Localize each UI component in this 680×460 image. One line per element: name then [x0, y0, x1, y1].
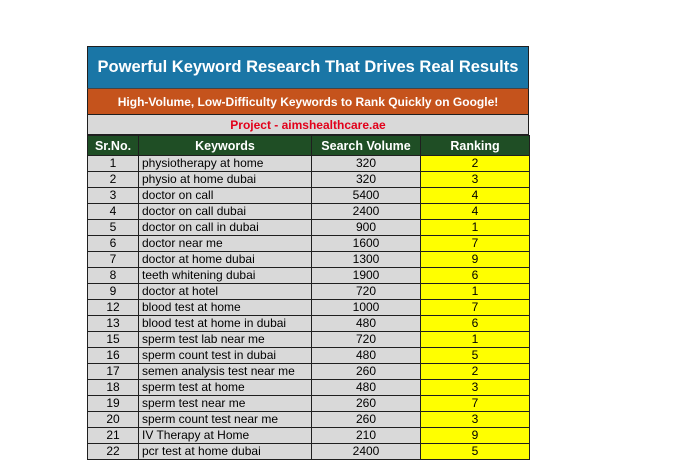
search-volume-cell: 260	[312, 412, 421, 428]
serial-number-cell: 13	[88, 316, 139, 332]
keyword-cell: sperm test lab near me	[139, 332, 312, 348]
serial-number-cell: 6	[88, 236, 139, 252]
table-row	[88, 236, 530, 252]
search-volume-cell: 320	[312, 172, 421, 188]
table-row	[88, 188, 530, 204]
search-volume-cell: 2400	[312, 204, 421, 220]
ranking-cell: 7	[421, 396, 530, 412]
search-volume-cell: 210	[312, 428, 421, 444]
serial-number-cell: 2	[88, 172, 139, 188]
serial-number-cell: 9	[88, 284, 139, 300]
table-row	[88, 444, 530, 460]
report-subtitle: High-Volume, Low-Difficulty Keywords to Rank Quickly on Google!	[87, 88, 529, 115]
keyword-cell: pcr test at home dubai	[139, 444, 312, 460]
serial-number-cell: 17	[88, 364, 139, 380]
keyword-cell: sperm test near me	[139, 396, 312, 412]
serial-number-cell: 18	[88, 380, 139, 396]
table-row	[88, 220, 530, 236]
serial-number-cell: 21	[88, 428, 139, 444]
serial-number-cell: 4	[88, 204, 139, 220]
keyword-cell: IV Therapy at Home	[139, 428, 312, 444]
search-volume-cell: 480	[312, 348, 421, 364]
search-volume-cell: 1900	[312, 268, 421, 284]
keyword-cell: doctor at home dubai	[139, 252, 312, 268]
serial-number-cell: 22	[88, 444, 139, 460]
keyword-cell: teeth whitening dubai	[139, 268, 312, 284]
search-volume-cell: 900	[312, 220, 421, 236]
ranking-cell: 9	[421, 428, 530, 444]
search-volume-cell: 1000	[312, 300, 421, 316]
search-volume-cell: 480	[312, 380, 421, 396]
table-row	[88, 428, 530, 444]
keyword-cell: physio at home dubai	[139, 172, 312, 188]
table-row	[88, 204, 530, 220]
table-row	[88, 396, 530, 412]
search-volume-cell: 5400	[312, 188, 421, 204]
serial-number-cell: 1	[88, 156, 139, 172]
serial-number-cell: 19	[88, 396, 139, 412]
keyword-cell: semen analysis test near me	[139, 364, 312, 380]
column-header-search-volume: Search Volume	[312, 136, 421, 156]
table-header-row	[88, 136, 530, 156]
ranking-cell: 9	[421, 252, 530, 268]
search-volume-cell: 320	[312, 156, 421, 172]
column-header-keywords: Keywords	[139, 136, 312, 156]
table-body	[88, 156, 530, 460]
search-volume-cell: 720	[312, 284, 421, 300]
keyword-cell: blood test at home	[139, 300, 312, 316]
keyword-cell: doctor on call dubai	[139, 204, 312, 220]
ranking-cell: 1	[421, 332, 530, 348]
search-volume-cell: 720	[312, 332, 421, 348]
search-volume-cell: 260	[312, 364, 421, 380]
keyword-report-sheet	[87, 46, 529, 460]
keyword-cell: doctor at hotel	[139, 284, 312, 300]
keyword-cell: sperm test at home	[139, 380, 312, 396]
keyword-table	[87, 135, 530, 460]
table-row	[88, 348, 530, 364]
keyword-cell: doctor near me	[139, 236, 312, 252]
serial-number-cell: 12	[88, 300, 139, 316]
table-row	[88, 316, 530, 332]
column-header-ranking: Ranking	[421, 136, 530, 156]
ranking-cell: 1	[421, 284, 530, 300]
serial-number-cell: 3	[88, 188, 139, 204]
table-row	[88, 412, 530, 428]
ranking-cell: 2	[421, 156, 530, 172]
table-row	[88, 268, 530, 284]
keyword-cell: sperm count test near me	[139, 412, 312, 428]
serial-number-cell: 15	[88, 332, 139, 348]
serial-number-cell: 20	[88, 412, 139, 428]
table-row	[88, 332, 530, 348]
table-row	[88, 380, 530, 396]
report-title: Powerful Keyword Research That Drives Real Results	[87, 46, 529, 88]
project-label: Project - aimshealthcare.ae	[87, 115, 529, 135]
serial-number-cell: 8	[88, 268, 139, 284]
keyword-cell: blood test at home in dubai	[139, 316, 312, 332]
search-volume-cell: 1600	[312, 236, 421, 252]
search-volume-cell: 480	[312, 316, 421, 332]
ranking-cell: 4	[421, 204, 530, 220]
ranking-cell: 3	[421, 172, 530, 188]
ranking-cell: 2	[421, 364, 530, 380]
ranking-cell: 3	[421, 380, 530, 396]
search-volume-cell: 260	[312, 396, 421, 412]
ranking-cell: 7	[421, 300, 530, 316]
serial-number-cell: 5	[88, 220, 139, 236]
serial-number-cell: 16	[88, 348, 139, 364]
keyword-cell: doctor on call	[139, 188, 312, 204]
ranking-cell: 1	[421, 220, 530, 236]
keyword-cell: sperm count test in dubai	[139, 348, 312, 364]
ranking-cell: 6	[421, 268, 530, 284]
column-header-srno: Sr.No.	[88, 136, 139, 156]
search-volume-cell: 1300	[312, 252, 421, 268]
ranking-cell: 4	[421, 188, 530, 204]
table-row	[88, 284, 530, 300]
table-row	[88, 156, 530, 172]
ranking-cell: 5	[421, 348, 530, 364]
ranking-cell: 7	[421, 236, 530, 252]
search-volume-cell: 2400	[312, 444, 421, 460]
table-row	[88, 172, 530, 188]
keyword-cell: doctor on call in dubai	[139, 220, 312, 236]
table-row	[88, 300, 530, 316]
ranking-cell: 5	[421, 444, 530, 460]
ranking-cell: 3	[421, 412, 530, 428]
table-row	[88, 364, 530, 380]
ranking-cell: 6	[421, 316, 530, 332]
keyword-cell: physiotherapy at home	[139, 156, 312, 172]
table-row	[88, 252, 530, 268]
serial-number-cell: 7	[88, 252, 139, 268]
